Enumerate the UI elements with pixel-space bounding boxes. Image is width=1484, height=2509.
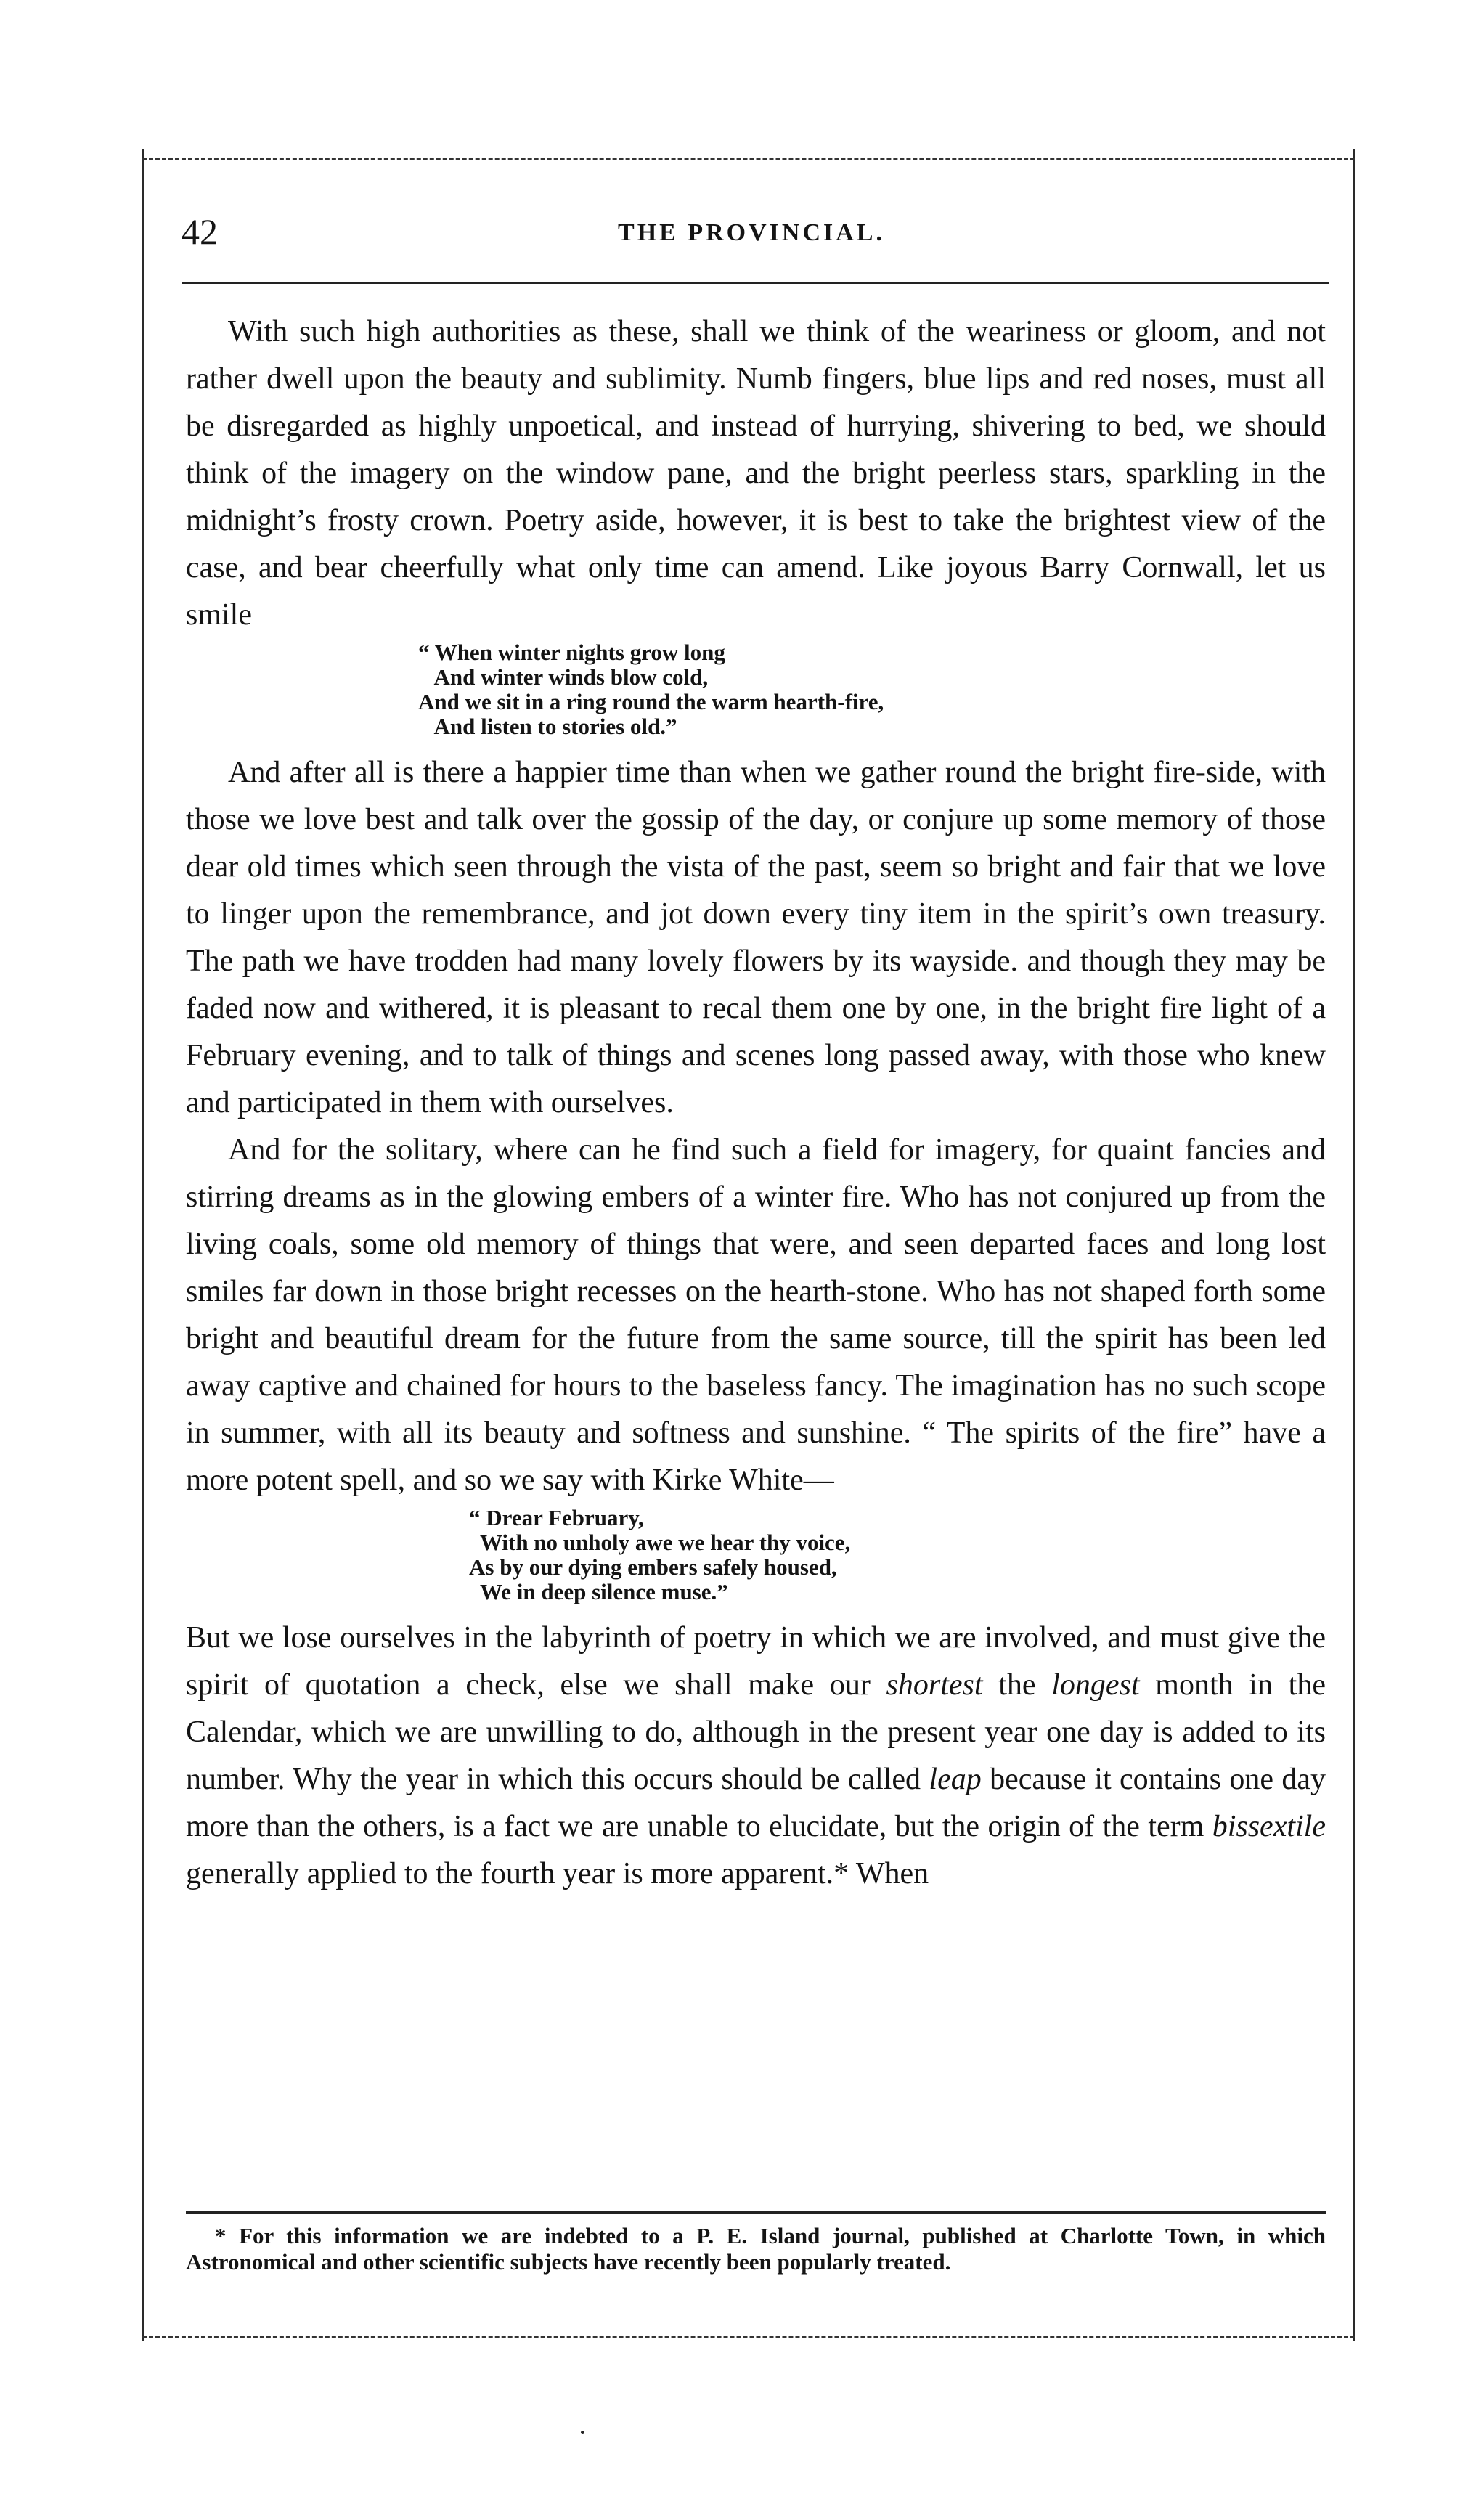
paragraph-4-text: because it contains one day more than the others, is a fact we are unable to elucidate, but the origin of the term	[186, 1763, 1326, 1843]
verse-kirke-white	[186, 1506, 1326, 1604]
paragraph-4-text: month in the Calendar, which we are unwilling to do, although in the present year one day is added to its number. Why the year in which this occurs should be called	[186, 1668, 1326, 1796]
verse-line: With no unholy awe we hear thy voice,	[469, 1530, 851, 1555]
italic-word: leap	[929, 1763, 982, 1796]
paragraph-4-text: generally applied to the fourth year is more apparent.* When	[186, 1857, 929, 1890]
verse-line: “ Drear February,	[469, 1505, 644, 1530]
paragraph-3: And for the solitary, where can he find such a field for imagery, for quaint fancies and stirring dreams as in the glowing embers of a winter fire. Who has not conjured up from the living coals, some old memory of things that were, and seen departed faces and long lost smiles far down in those bright recesses on the hearth-stone. Who has not shaped forth some bright and beautiful dream for the future from the same source, till the spirit has been led away captive and chained for hours to the baseless fancy. The imagination has no such scope in summer, with all its beauty and softness and sunshine. “ The spirits of the fire” have a more potent spell, and so we say with Kirke White—	[186, 1133, 1326, 1497]
italic-word: longest	[1051, 1668, 1140, 1702]
italic-word: bissextile	[1212, 1810, 1326, 1843]
paragraph-2: And after all is there a happier time than when we gather round the bright fire-side, with those we love best and talk over the gossip of the day, or conjure up some memory of those dear old times which seen through the vista of the past, seem so bright and fair that we love to linger upon the remembrance, and jot down every tiny item in the spirit’s own treasury. The path we have trodden had many lovely flowers by its wayside. and though they may be faded now and withered, it is pleasant to recal them one by one, in the bright fire light of a February evening, and to talk of things and scenes long passed away, with those who knew and participated in them with ourselves.	[186, 756, 1326, 1119]
verse-line: And listen to stories old.”	[418, 714, 677, 739]
verse-line: As by our dying embers safely housed,	[469, 1554, 837, 1580]
page-speck	[581, 2431, 584, 2434]
verse-line: We in deep silence muse.”	[469, 1579, 728, 1604]
verse-line: And winter winds blow cold,	[418, 664, 709, 690]
paragraph-1: With such high authorities as these, shall we think of the weariness or gloom, and not rather dwell upon the beauty and sublimity. Numb fingers, blue lips and red noses, must all be disregarded as highly unpoetical, and instead of hurrying, shivering to bed, we should think of the imagery on the window pane, and the bright peerless stars, sparkling in the midnight’s frosty crown. Poetry aside, however, it is best to take the brightest view of the case, and bear cheerfully what only time can amend. Like joyous Barry Cornwall, let us smile	[186, 315, 1326, 632]
verse-line: And we sit in a ring round the warm hearth-fire,	[418, 689, 884, 714]
header-rule	[182, 282, 1329, 284]
top-border-rule	[142, 158, 1355, 160]
footnote: * For this information we are indebted to a P. E. Island journal, published at Charlotte Town, in which Astronomical and other scientific subjects have recently been popularly treated.	[186, 2223, 1326, 2275]
footnote-rule	[186, 2211, 1326, 2214]
running-head	[182, 211, 1321, 261]
paragraph-4-text: But we lose ourselves in the labyrinth of poetry in which we are involved, and must give the spirit of quotation a check, else we shall make our	[186, 1621, 1326, 1702]
page-number: 42	[182, 211, 218, 252]
article-body	[186, 309, 1326, 1898]
running-title: THE PROVINCIAL.	[618, 219, 885, 246]
paragraph-4	[186, 1615, 1326, 1898]
verse-line: “ When winter nights grow long	[418, 640, 725, 665]
paragraph-4-text: the	[982, 1668, 1052, 1702]
bottom-border-rule	[142, 2336, 1355, 2338]
italic-word: shortest	[886, 1668, 983, 1702]
verse-barry-cornwall	[186, 640, 1326, 739]
